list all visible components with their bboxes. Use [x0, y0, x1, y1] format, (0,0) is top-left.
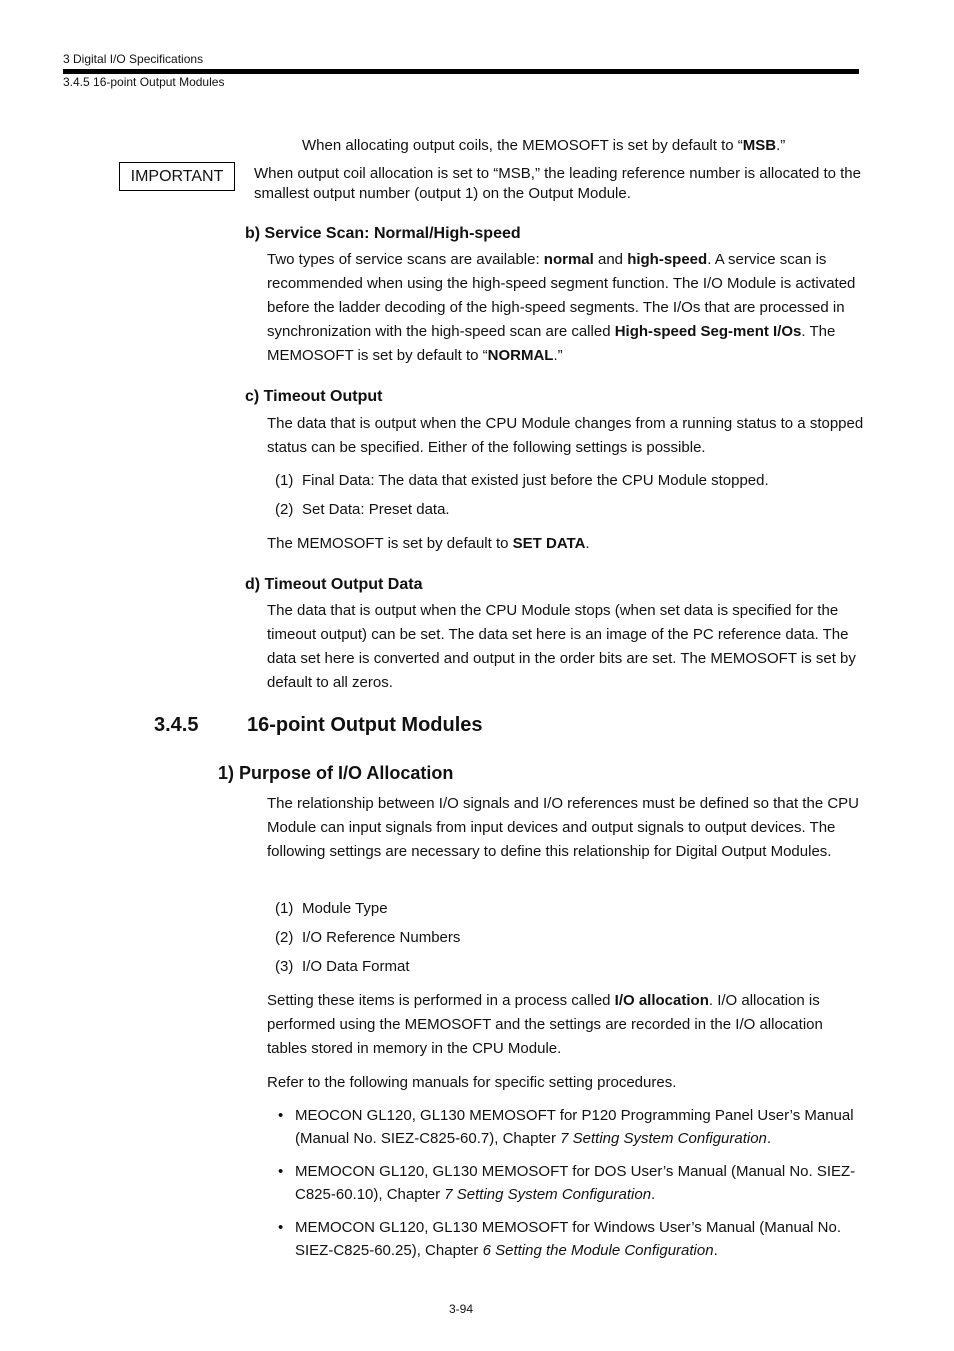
list-item-text: Final Data: The data that existed just before the CPU Module stopped.	[302, 472, 769, 489]
list-item-text: Set Data: Preset data.	[302, 501, 450, 518]
running-head-section: 3.4.5 16-point Output Modules	[63, 75, 225, 89]
list-item-number: (1)	[275, 900, 294, 917]
msb-default-pre: When allocating output coils, the MEMOSOFT is set by default to “	[302, 137, 743, 154]
timeout-default-pre: The MEMOSOFT is set by default to	[267, 535, 513, 552]
service-scan-heading: b) Service Scan: Normal/High-speed	[245, 225, 521, 242]
manual-text: MEMOCON GL120, GL130 MEMOSOFT for Windows User’s Manual (Manual No. SIEZ-C825-60.25), Chapter	[295, 1219, 842, 1259]
page-number: 3-94	[448, 1302, 474, 1316]
timeout-output-default	[267, 532, 867, 556]
important-text: When output coil allocation is set to “MSB,” the leading reference number is allocated to the smallest output number (output 1) on the Output Module.	[254, 165, 861, 202]
manual-end: .	[713, 1242, 718, 1259]
list-item	[275, 899, 388, 919]
timeout-default-post: .	[585, 535, 590, 552]
timeout-output-paragraph: The data that is output when the CPU Module changes from a running status to a stopped status can be specified. Either of the following settings is possible.	[267, 415, 864, 456]
service-scan-text-1: Two types of service scans are available:	[267, 251, 544, 268]
io-allocation-bold: I/O allocation	[614, 992, 709, 1009]
service-scan-text-3: . A service scan is recommended when using the high-speed segment function. The I/O Module is activated before the ladder decoding of the high-speed segments. The I/Os that are processed in synchronization with the high-speed scan are called	[267, 251, 856, 340]
service-scan-bold-normal: normal	[543, 251, 594, 268]
service-scan-text-4: . The MEMOSOFT is set by default to “	[267, 323, 836, 364]
manual-end: .	[766, 1130, 772, 1147]
manual-chapter-title: 7 Setting System Configuration	[560, 1130, 767, 1147]
purpose-paragraph: The relationship between I/O signals and I/O references must be defined so that the CPU Module can input signals from input devices and output signals to output devices. The following settings are necessary to define this relationship for Digital Output Modules.	[267, 795, 859, 860]
bullet-dot-icon: •	[278, 1163, 284, 1180]
io-allocation-post: . I/O allocation is performed using the MEMOSOFT and the settings are recorded in the I/O allocation tables stored in memory in the CPU Module.	[267, 992, 823, 1057]
service-scan-text-2: and	[593, 251, 628, 268]
service-scan-paragraph	[267, 248, 867, 368]
service-scan-bold-segment-ios: High-speed Seg-ment I/Os	[614, 323, 802, 340]
section-number: 3.4.5	[154, 714, 199, 736]
manual-bullet-item	[278, 1216, 868, 1262]
header-rule	[63, 69, 859, 74]
manual-text: MEOCON GL120, GL130 MEMOSOFT for P120 Programming Panel User’s Manual (Manual No. SIEZ-C825-60.7), Chapter	[295, 1107, 854, 1147]
list-item-text: I/O Reference Numbers	[302, 929, 461, 946]
manual-bullet-item	[278, 1104, 868, 1150]
purpose-heading: 1) Purpose of I/O Allocation	[218, 763, 454, 783]
list-item-number: (1)	[275, 472, 294, 489]
section-title: 16-point Output Modules	[247, 714, 483, 736]
list-item	[275, 500, 450, 520]
timeout-default-value: SET DATA	[512, 535, 586, 552]
running-head-chapter: 3 Digital I/O Specifications	[63, 52, 204, 66]
important-label-box: IMPORTANT	[119, 162, 235, 191]
timeout-output-data-heading: d) Timeout Output Data	[245, 576, 423, 593]
manual-chapter-title: 6 Setting the Module Configuration	[482, 1242, 714, 1259]
list-item	[275, 957, 410, 977]
msb-default-note	[302, 136, 785, 155]
bullet-dot-icon: •	[278, 1219, 284, 1236]
msb-default-value: MSB	[742, 137, 777, 154]
timeout-output-heading: c) Timeout Output	[245, 388, 383, 405]
manual-bullet-item	[278, 1160, 868, 1206]
list-item	[275, 928, 460, 948]
msb-default-post: .”	[776, 137, 786, 154]
list-item-number: (2)	[275, 929, 294, 946]
io-allocation-pre: Setting these items is performed in a process called	[267, 992, 615, 1009]
manual-end: .	[651, 1186, 656, 1203]
timeout-output-data-paragraph: The data that is output when the CPU Module stops (when set data is specified for the timeout output) can be set. The data set here is an image of the PC reference data. The data set here is converted and output in the order bits are set. The MEMOSOFT is set by default to all zeros.	[267, 602, 856, 691]
manual-text: MEMOCON GL120, GL130 MEMOSOFT for DOS User’s Manual (Manual No. SIEZ-C825-60.10), Chapter	[295, 1163, 856, 1203]
service-scan-text-5: .”	[553, 347, 563, 364]
bullet-dot-icon: •	[278, 1107, 284, 1124]
list-item	[275, 471, 769, 491]
refer-manuals-text: Refer to the following manuals for specific setting procedures.	[267, 1074, 677, 1091]
list-item-text: Module Type	[302, 900, 388, 917]
list-item-number: (2)	[275, 501, 294, 518]
manual-chapter-title: 7 Setting System Configuration	[444, 1186, 652, 1203]
list-item-number: (3)	[275, 958, 294, 975]
io-allocation-paragraph	[267, 989, 867, 1061]
service-scan-bold-normal-default: NORMAL	[487, 347, 554, 364]
service-scan-bold-high-speed: high-speed	[627, 251, 708, 268]
list-item-text: I/O Data Format	[302, 958, 410, 975]
